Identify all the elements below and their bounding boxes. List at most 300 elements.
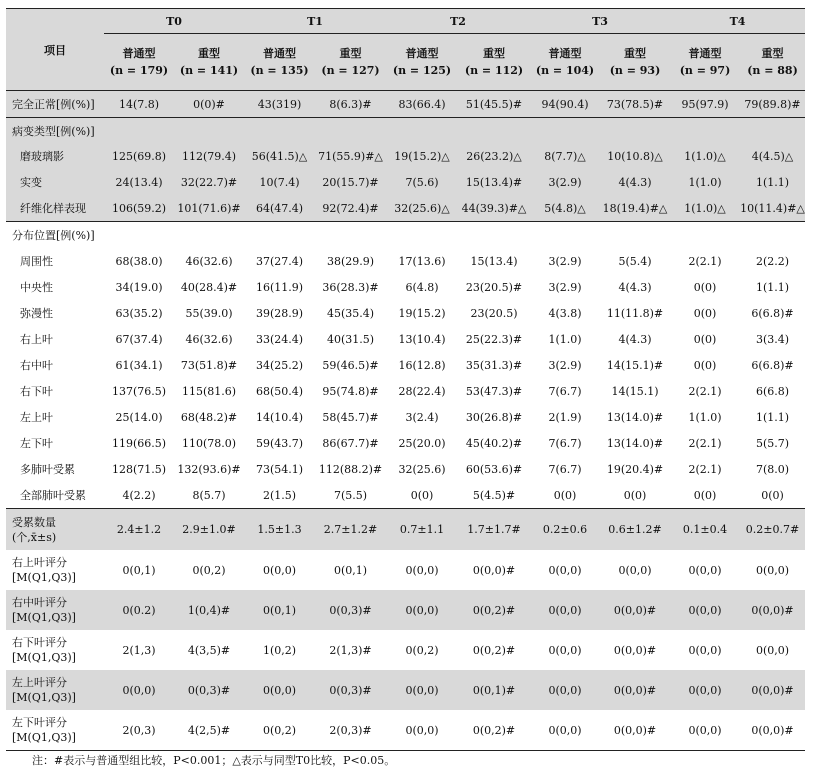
group-n: (n = 104) [535, 64, 595, 77]
table-row [6, 404, 805, 430]
table-cell: 15(13.4) [470, 254, 518, 268]
group-name: 普通型 [263, 47, 296, 60]
table-cell: 125(69.8) [104, 143, 174, 169]
table-cell: 0(0,0)# [613, 643, 657, 657]
table-cell: 2(2.1) [688, 436, 722, 450]
table-cell: 4(4.3) [618, 280, 652, 294]
table-cell: 32(25.6)△ [386, 195, 458, 222]
table-cell: 2(2.1) [688, 384, 722, 398]
table-cell: 10(7.4) [244, 169, 315, 195]
table-cell: 18(19.4)#△ [600, 195, 670, 222]
table-cell: 35(31.3)# [465, 358, 523, 372]
table-cell: 0(0,0) [688, 643, 722, 657]
table-cell: 2(0,3) [104, 710, 174, 751]
table-cell: 1(0,2) [262, 643, 297, 657]
table-cell: 8(5.7) [192, 488, 226, 502]
table-cell: 4(4.3) [618, 332, 652, 346]
row-label [6, 91, 104, 118]
table-cell [530, 118, 600, 144]
group-name: 普通型 [548, 47, 582, 60]
table-cell: 4(3.8) [548, 306, 582, 320]
table-cell: 0(0,1) [333, 563, 368, 577]
table-cell: 7(5.6) [386, 169, 458, 195]
table-cell: 73(54.1) [255, 462, 304, 476]
table-cell: 73(51.8)# [180, 358, 238, 372]
group-header-cell [174, 34, 244, 91]
group-n: (n = 135) [250, 64, 309, 77]
group-n: (n = 141) [179, 64, 239, 77]
table-cell: 2(0,3)# [315, 710, 386, 751]
table-row [6, 550, 805, 590]
group-n: (n = 97) [679, 64, 731, 77]
row-label [6, 222, 104, 249]
table-cell: 44(39.3)#△ [458, 195, 530, 222]
table-cell: 16(11.9) [255, 280, 304, 294]
table-cell: 23(20.5)# [465, 280, 523, 294]
table-cell: 0(0,0)# [740, 710, 805, 751]
table-cell: 68(50.4) [255, 384, 304, 398]
table-cell: 4(2,5)# [174, 710, 244, 751]
row-label [6, 710, 104, 751]
table-cell: 4(4.5)△ [740, 143, 805, 169]
table-cell: 0(0,2)# [458, 590, 530, 630]
table-cell: 0(0,0) [262, 563, 297, 577]
table-cell: 0(0,0) [530, 590, 600, 630]
table-cell: 0(0,0) [104, 670, 174, 710]
table-cell: 14(15.1)# [606, 358, 664, 372]
group-name: 普通型 [122, 47, 156, 60]
table-cell [458, 118, 530, 144]
table-row [6, 300, 805, 326]
table-cell: 0.2±0.7# [740, 509, 805, 551]
table-cell: 0(0,3)# [315, 670, 386, 710]
table-cell [244, 118, 315, 144]
group-header-cell [530, 34, 600, 91]
table-cell: 3(2.4) [405, 410, 439, 424]
row-label-line: 左下叶 [20, 437, 53, 450]
table-cell: 2(1,3) [122, 643, 156, 657]
table-cell: 71(55.9)#△ [315, 143, 386, 169]
table-cell: 0(0,0) [530, 710, 600, 751]
table-cell: 6(6.8) [755, 384, 790, 398]
row-label-line: 右上叶 [20, 333, 53, 346]
table-cell: 137(76.5) [111, 384, 167, 398]
table-cell: 0(0,0)# [600, 590, 670, 630]
table-cell: 37(27.4) [255, 254, 304, 268]
table-cell: 0(0,2)# [472, 643, 516, 657]
table-cell: 19(15.2) [398, 306, 446, 320]
table-cell [740, 222, 805, 249]
row-label-line: 实变 [20, 176, 42, 189]
row-label-line2: [M(Q1,Q3)] [12, 691, 76, 704]
table-body [6, 91, 805, 751]
table-cell: 39(28.9) [255, 306, 304, 320]
row-label-line: 右下叶评分 [12, 636, 67, 649]
table-cell [670, 222, 740, 249]
table-cell [244, 222, 315, 249]
table-cell: 0(0,0)# [600, 670, 670, 710]
table-cell: 3(2.9) [548, 254, 582, 268]
table-cell: 1(1.0) [548, 332, 582, 346]
row-label [6, 195, 104, 222]
table-cell: 19(20.4)# [606, 462, 664, 476]
table-cell: 7(6.7) [548, 436, 582, 450]
table-cell: 46(32.6) [185, 332, 233, 346]
table-cell: 0(0,0) [670, 670, 740, 710]
table-cell: 1(1.0)△ [670, 195, 740, 222]
row-label [6, 430, 104, 456]
table-cell: 2.7±1.2# [315, 509, 386, 551]
table-cell: 7(6.7) [548, 384, 582, 398]
row-label-line: 周围性 [20, 255, 53, 268]
item-header: 项目 [6, 9, 104, 91]
table-cell: 55(39.0) [185, 306, 233, 320]
table-row [6, 710, 805, 751]
row-label-line: 右中叶评分 [12, 596, 67, 609]
table-cell: 4(2.2) [122, 488, 156, 502]
table-cell: 79(89.8)# [740, 91, 805, 118]
table-cell: 0(0,0) [386, 670, 458, 710]
group-header-cell [104, 34, 174, 91]
table-cell: 1(1.1) [740, 169, 805, 195]
row-label [6, 274, 104, 300]
table-cell: 14(7.8) [104, 91, 174, 118]
table-cell: 1(1.1) [755, 280, 790, 294]
table-cell: 40(31.5) [326, 332, 375, 346]
table-cell: 0(0,0)# [740, 670, 805, 710]
table-cell [386, 222, 458, 249]
table-cell: 14(15.1) [611, 384, 659, 398]
table-cell: 13(10.4) [398, 332, 446, 346]
table-cell [600, 118, 670, 144]
table-cell: 4(3,5)# [187, 643, 231, 657]
row-label-line: 受累数量 [12, 515, 56, 529]
group-header-cell [670, 34, 740, 91]
table-cell: 58(45.7)# [322, 410, 379, 424]
table-row [6, 509, 805, 551]
table-cell: 32(25.6) [398, 462, 446, 476]
table-cell: 0(0,0) [386, 590, 458, 630]
table-cell: 5(4.8)△ [530, 195, 600, 222]
table-cell: 0.7±1.1 [386, 509, 458, 551]
row-label-line: 病变类型[例(%)] [12, 124, 95, 138]
table-row [6, 118, 805, 144]
table-row [6, 670, 805, 710]
group-name: 重型 [198, 47, 220, 60]
row-label [6, 590, 104, 630]
table-cell: 0(0) [693, 488, 717, 502]
row-label-line: 弥漫性 [20, 307, 53, 320]
row-label-line2: (个,x̄±s) [12, 530, 57, 544]
table-cell: 0(0,3)# [315, 590, 386, 630]
table-cell: 14(10.4) [255, 410, 304, 424]
table-cell: 2(1.9) [548, 410, 582, 424]
table-cell [530, 222, 600, 249]
row-label-line: 全部肺叶受累 [20, 489, 86, 502]
table-cell: 3(2.9) [548, 358, 582, 372]
group-name: 重型 [761, 47, 784, 60]
group-name: 重型 [339, 47, 362, 60]
group-header-cell [600, 34, 670, 91]
table-row [6, 195, 805, 222]
group-name: 普通型 [405, 47, 439, 60]
table-cell: 20(15.7)# [315, 169, 386, 195]
table-cell: 59(46.5)# [322, 358, 379, 372]
time-header-t2: T2 [386, 9, 530, 34]
table-cell: 110(78.0) [181, 436, 237, 450]
table-cell: 0(0) [761, 488, 784, 502]
table-cell: 0(0,0) [618, 563, 652, 577]
table-cell: 0(0,0) [755, 563, 790, 577]
table-cell: 13(14.0)# [606, 410, 664, 424]
group-header-cell [386, 34, 458, 91]
table-cell: 16(12.8) [398, 358, 446, 372]
row-label [6, 118, 104, 144]
row-label-line2: [M(Q1,Q3)] [12, 611, 76, 624]
group-header-cell [740, 34, 805, 91]
table-cell: 0(0,0) [755, 643, 790, 657]
table-row [6, 169, 805, 195]
time-header-t3: T3 [530, 9, 670, 34]
table-cell: 43(319) [244, 91, 315, 118]
table-cell: 3(2.9) [530, 169, 600, 195]
table-cell: 0.2±0.6 [530, 509, 600, 551]
table-cell: 60(53.6)# [465, 462, 523, 476]
row-label [6, 326, 104, 352]
table-row [6, 378, 805, 404]
group-name: 重型 [483, 47, 505, 60]
row-label [6, 300, 104, 326]
row-label-line2: [M(Q1,Q3)] [12, 731, 76, 744]
table-cell: 73(78.5)# [600, 91, 670, 118]
table-cell: 63(35.2) [115, 306, 163, 320]
table-cell: 68(38.0) [115, 254, 163, 268]
table-cell: 13(14.0)# [606, 436, 664, 450]
table-cell: 1.7±1.7# [458, 509, 530, 551]
table-cell: 0(0)# [174, 91, 244, 118]
group-header-cell [458, 34, 530, 91]
row-label [6, 509, 104, 551]
row-label-line: 左上叶 [20, 411, 53, 424]
group-n: (n = 125) [392, 64, 452, 77]
row-label [6, 670, 104, 710]
row-label-line: 右下叶 [20, 385, 53, 398]
table-cell: 1.5±1.3 [244, 509, 315, 551]
table-cell [174, 118, 244, 144]
table-cell: 56(41.5)△ [244, 143, 315, 169]
data-table [6, 8, 805, 751]
group-n: (n = 179) [109, 64, 169, 77]
table-cell: 2(2.1) [688, 462, 722, 476]
table-cell: 8(6.3)# [315, 91, 386, 118]
row-label [6, 143, 104, 169]
table-cell: 1(1.0)△ [670, 143, 740, 169]
table-cell: 68(48.2)# [180, 410, 238, 424]
row-label [6, 248, 104, 274]
table-cell [386, 118, 458, 144]
table-cell: 25(20.0) [398, 436, 446, 450]
table-cell: 8(7.7)△ [530, 143, 600, 169]
row-label-line: 纤维化样表现 [20, 202, 86, 215]
row-label-line: 多肺叶受累 [20, 463, 75, 476]
table-cell: 36(28.3)# [322, 280, 379, 294]
row-label [6, 352, 104, 378]
table-cell: 45(35.4) [326, 306, 375, 320]
table-cell [458, 222, 530, 249]
table-cell: 0(0) [693, 358, 717, 372]
table-cell: 0(0,1)# [458, 670, 530, 710]
table-cell: 0(0,3)# [174, 670, 244, 710]
row-label [6, 169, 104, 195]
table-cell: 86(67.7)# [322, 436, 379, 450]
table-row [6, 430, 805, 456]
table-cell: 0.1±0.4 [670, 509, 740, 551]
row-label-line: 中央性 [20, 281, 53, 294]
table-cell: 0(0.2) [104, 590, 174, 630]
table-cell: 0(0,0) [548, 563, 582, 577]
table-cell: 0(0,0) [670, 590, 740, 630]
table-row [6, 630, 805, 670]
table-cell [104, 222, 174, 249]
table-row [6, 274, 805, 300]
table-cell: 45(40.2)# [465, 436, 523, 450]
table-cell: 38(29.9) [326, 254, 375, 268]
table-cell: 5(5.7) [755, 436, 790, 450]
table-cell: 59(43.7) [255, 436, 304, 450]
table-cell: 6(6.8)# [751, 306, 794, 320]
row-label [6, 550, 104, 590]
row-label-line2: [M(Q1,Q3)] [12, 651, 76, 664]
table-cell: 92(72.4)# [315, 195, 386, 222]
group-name: 重型 [624, 47, 646, 60]
table-cell: 17(13.6) [398, 254, 446, 268]
table-cell: 1(1.0) [670, 169, 740, 195]
row-label-line: 右中叶 [20, 359, 53, 372]
table-row [6, 143, 805, 169]
table-cell: 1(0,4)# [174, 590, 244, 630]
table-cell: 2(2.2) [755, 254, 790, 268]
time-header-t4: T4 [670, 9, 805, 34]
table-cell: 95(97.9) [670, 91, 740, 118]
table-cell: 1(1.1) [755, 410, 790, 424]
group-n: (n = 88) [747, 64, 798, 77]
group-n: (n = 127) [321, 64, 380, 77]
row-label-line: 磨玻璃影 [20, 150, 64, 163]
table-cell: 0(0,0) [405, 563, 439, 577]
row-label [6, 630, 104, 670]
row-label-line: 右上叶评分 [12, 556, 67, 569]
time-header-t1: T1 [244, 9, 386, 34]
table-cell: 5(5.4) [618, 254, 652, 268]
table-cell: 2.9±1.0# [174, 509, 244, 551]
table-cell: 32(22.7)# [174, 169, 244, 195]
table-cell: 106(59.2) [104, 195, 174, 222]
table-row [6, 91, 805, 118]
table-cell: 1(1.0) [688, 410, 722, 424]
table-cell [600, 222, 670, 249]
table-cell: 83(66.4) [386, 91, 458, 118]
table-cell: 6(4.8) [405, 280, 439, 294]
table-cell: 23(20.5) [470, 306, 518, 320]
table-cell: 7(6.7) [548, 462, 582, 476]
table-row [6, 248, 805, 274]
table-cell: 64(47.4) [244, 195, 315, 222]
table-cell: 26(23.2)△ [458, 143, 530, 169]
group-header-cell [244, 34, 315, 91]
group-n: (n = 112) [464, 64, 524, 77]
table-cell: 0(0) [410, 488, 434, 502]
row-label-line: 左下叶评分 [12, 716, 67, 729]
table-cell: 24(13.4) [104, 169, 174, 195]
table-cell: 5(4.5)# [472, 488, 516, 502]
table-cell: 2.4±1.2 [104, 509, 174, 551]
table-cell [670, 118, 740, 144]
row-label-line: 分布位置[例(%)] [12, 229, 95, 242]
group-n: (n = 93) [609, 64, 661, 77]
table-cell: 33(24.4) [255, 332, 304, 346]
table-cell: 28(22.4) [398, 384, 446, 398]
table-cell: 11(11.8)# [606, 306, 664, 320]
table-row [6, 590, 805, 630]
table-cell [740, 118, 805, 144]
table-cell: 19(15.2)△ [386, 143, 458, 169]
table-cell: 7(5.5) [333, 488, 368, 502]
row-label [6, 404, 104, 430]
table-cell: 10(11.4)#△ [740, 195, 805, 222]
table-cell: 0(0,0) [670, 710, 740, 751]
table-cell: 40(28.4)# [180, 280, 238, 294]
table-cell: 0(0,2) [192, 563, 226, 577]
table-cell: 0(0) [553, 488, 577, 502]
table-cell: 101(71.6)# [174, 195, 244, 222]
table-cell: 61(34.1) [115, 358, 163, 372]
table-cell: 25(22.3)# [465, 332, 523, 346]
table-cell: 0(0) [623, 488, 647, 502]
table-cell: 0(0,1) [122, 563, 156, 577]
table-cell: 6(6.8)# [751, 358, 794, 372]
table-cell: 0(0,0)# [472, 563, 516, 577]
table-row [6, 456, 805, 482]
table-cell: 94(90.4) [530, 91, 600, 118]
table-cell [315, 222, 386, 249]
table-cell: 34(25.2) [255, 358, 304, 372]
table-cell: 7(8.0) [755, 462, 790, 476]
table-cell: 0(0,2) [405, 643, 439, 657]
table-cell: 0(0,0) [386, 710, 458, 751]
table-cell: 0(0,0) [530, 670, 600, 710]
table-cell: 51(45.5)# [458, 91, 530, 118]
table-cell [174, 222, 244, 249]
row-label-line2: [M(Q1,Q3)] [12, 571, 76, 584]
table-cell: 119(66.5) [111, 436, 167, 450]
table-cell: 0(0,0) [548, 643, 582, 657]
table-cell: 25(14.0) [115, 410, 163, 424]
table-cell: 10(10.8)△ [600, 143, 670, 169]
table-cell: 0(0) [693, 306, 717, 320]
table-cell: 30(26.8)# [465, 410, 523, 424]
table-row [6, 326, 805, 352]
table-cell: 0(0,2) [244, 710, 315, 751]
table-cell: 2(2.1) [688, 254, 722, 268]
table-cell: 95(74.8)# [322, 384, 379, 398]
table-note: 注：#表示与普通型组比较，P<0.001；△表示与同型T0比较，P<0.05。 [32, 754, 396, 767]
group-header-row [6, 34, 805, 91]
row-label [6, 378, 104, 404]
table-cell: 0(0,0)# [600, 710, 670, 751]
table-cell: 112(79.4) [174, 143, 244, 169]
table-cell: 132(93.6)# [177, 462, 241, 476]
table-row [6, 222, 805, 249]
